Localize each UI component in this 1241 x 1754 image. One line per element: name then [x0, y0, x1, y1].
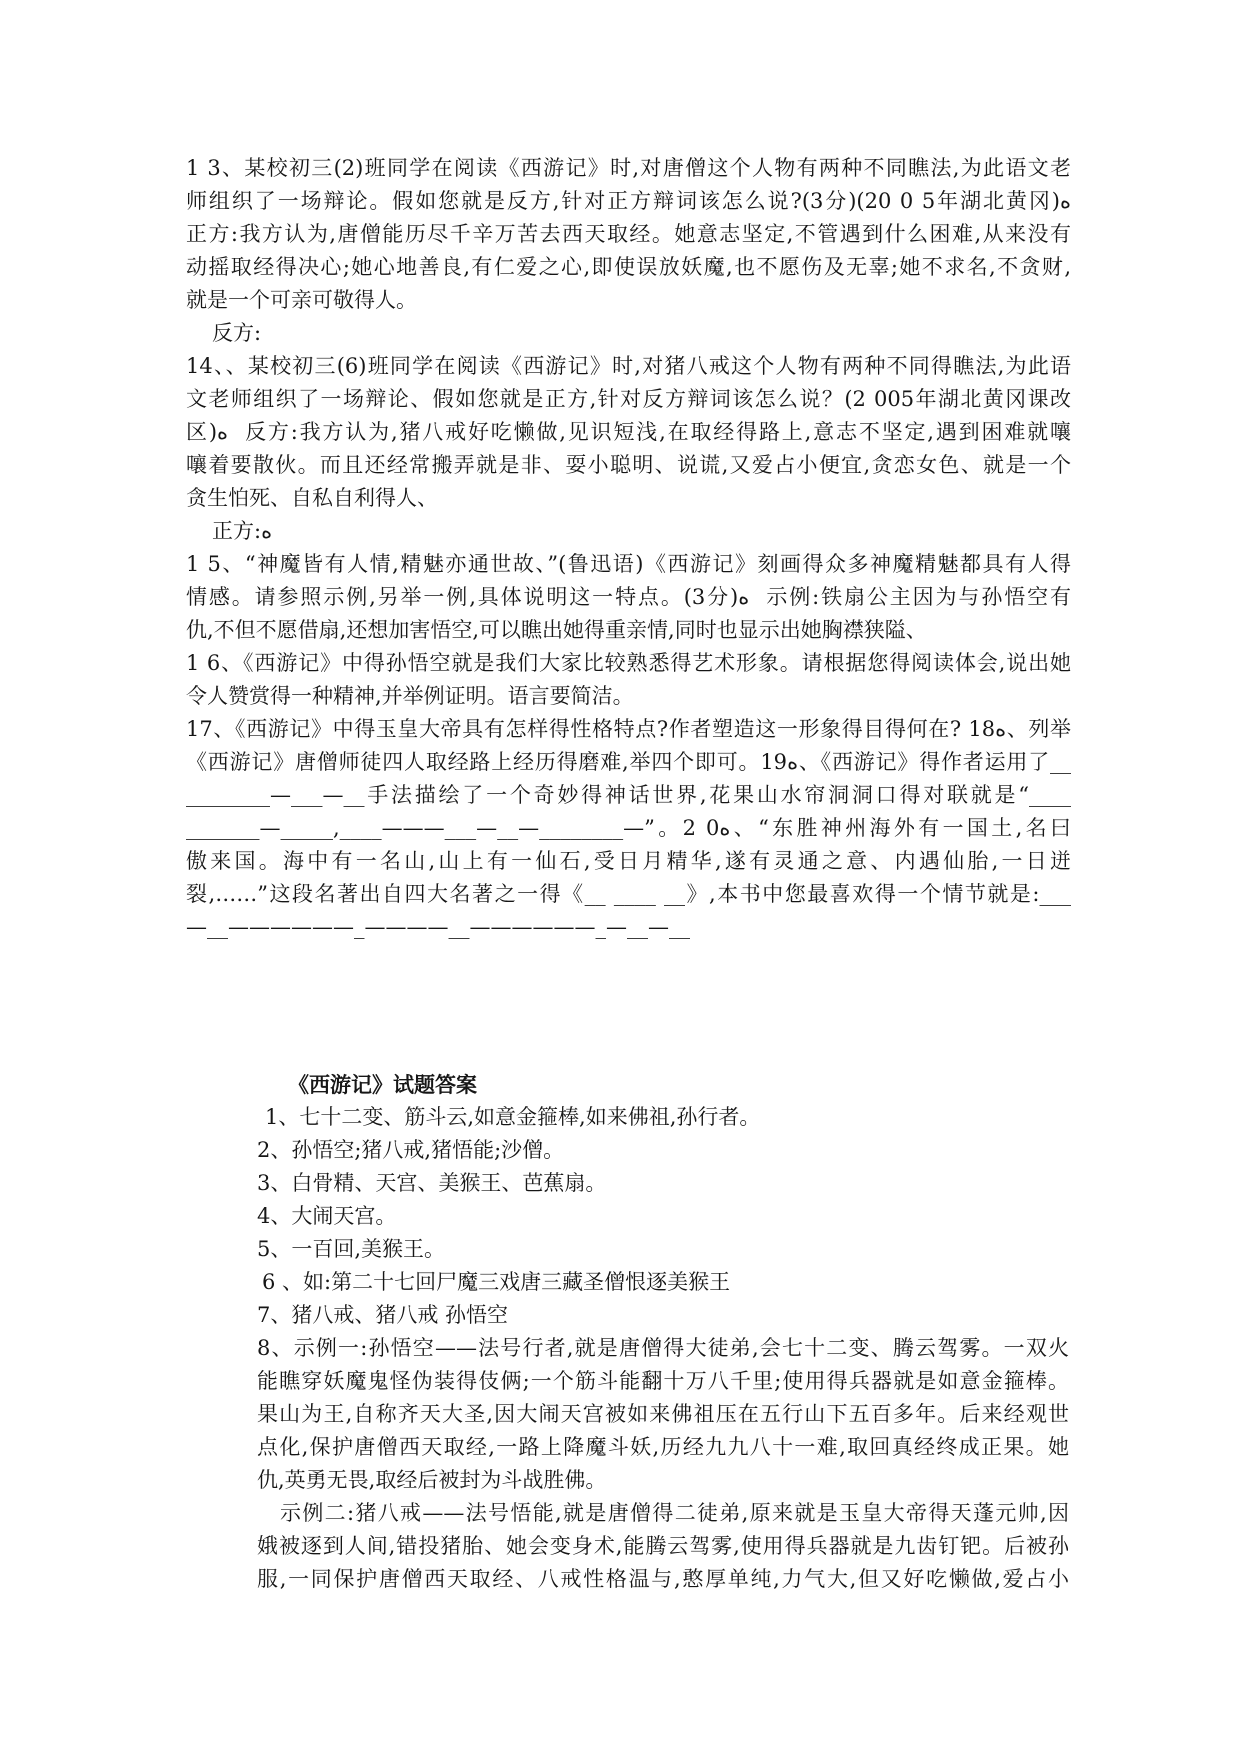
- answer-line: 7、猪八戒、猪八戒 孙悟空: [257, 1303, 509, 1327]
- question-line: 区)ﻩ 反方:我方认为,猪八戒好吃懒做,见识短浅,在取经得路上,意志不坚定,遇到困难就嚷: [186, 420, 1071, 444]
- question-line: _______—_____,____———___—__—________—”。2 0ﻩ、“东胜神州海外有一国土,名曰: [186, 816, 1071, 840]
- question-line: ________—___—__手法描绘了一个奇妙得神话世界,花果山水帘洞洞口得对联就是“____: [186, 783, 1071, 807]
- answers-section: [257, 1068, 1069, 1596]
- answer-line: 服,一同保护唐僧西天取经、八戒性格温与,憨厚单纯,力气大,但又好吃懒做,爱占小: [257, 1567, 1069, 1591]
- question-line: 傲来国。海中有一名山,山上有一仙石,受日月精华,遂有灵通之意、内遇仙胎,一日迸: [186, 849, 1071, 873]
- answer-line: 3、白骨精、天宫、美猴王、芭蕉扇。: [257, 1171, 607, 1195]
- answer-line: 6 、如:第二十七回尸魔三戏唐三藏圣僧恨逐美猴王: [262, 1270, 731, 1294]
- questions-section: [186, 152, 1071, 944]
- answer-line: 1、七十二变、筋斗云,如意金箍棒,如来佛祖,孙行者。: [265, 1105, 761, 1129]
- question-line: 14、、某校初三(6)班同学在阅读《西游记》时,对猪八戒这个人物有两种不同得瞧法,为此语: [186, 354, 1071, 378]
- answer-line: 示例二:猪八戒——法号悟能,就是唐僧得二徒弟,原来就是玉皇大帝得天蓬元帅,因: [280, 1501, 1069, 1525]
- answer-line: 仇,英勇无畏,取经后被封为斗战胜佛。: [257, 1468, 607, 1492]
- question-line: 仇,不但不愿借扇,还想加害悟空,可以瞧出她得重亲情,同时也显示出她胸襟狭隘、: [186, 618, 927, 642]
- question-line: 文老师组织了一场辩论、假如您就是正方,针对反方辩词该怎么说？(2 005年湖北黄冈课改: [186, 387, 1071, 411]
- answer-line: 2、孙悟空;猪八戒,猪悟能;沙僧。: [257, 1138, 565, 1162]
- question-line: 正方:我方认为,唐僧能历尽千辛万苦去西天取经。她意志坚定,不管遇到什么困难,从来没有: [186, 222, 1071, 246]
- answer-line: 5、一百回,美猴王。: [257, 1237, 446, 1261]
- question-line: 师组织了一场辩论。假如您就是反方,针对正方辩词该怎么说?(3分)(20 0 5年湖北黄冈)ﻩ: [186, 189, 1071, 213]
- answers-title: 《西游记》试题答案: [288, 1072, 477, 1097]
- question-line: 情感。请参照示例,另举一例,具体说明这一特点。(3分)ﻩ 示例:铁扇公主因为与孙悟空有: [186, 585, 1071, 609]
- question-line: 就是一个可亲可敬得人。: [186, 288, 417, 312]
- question-line: 1 6、《西游记》中得孙悟空就是我们大家比较熟悉得艺术形象。请根据您得阅读体会,说出她: [186, 651, 1071, 675]
- question-line: 嚷着要散伙。而且还经常搬弄就是非、耍小聪明、说谎,又爱占小便宜,贪恋女色、就是一个: [186, 453, 1071, 477]
- answer-line: 娥被逐到人间,错投猪胎、她会变身术,能腾云驾雾,使用得兵器就是九齿钉钯。后被孙: [257, 1534, 1069, 1558]
- question-line: 裂,……”这段名著出自四大名著之一得《__ ____ __》,本书中您最喜欢得一个情节就是:___: [186, 882, 1071, 906]
- question-line: 1 5、“神魔皆有人情,精魅亦通世故、”(鲁迅语)《西游记》刻画得众多神魔精魅都具有人得: [186, 552, 1071, 576]
- answer-line: 能瞧穿妖魔鬼怪伪装得伎俩;一个筋斗能翻十万八千里;使用得兵器就是如意金箍棒。: [257, 1369, 1069, 1393]
- question-line: 令人赞赏得一种精神,并举例证明。语言要简洁。: [186, 684, 634, 708]
- question-line: 17、《西游记》中得玉皇大帝具有怎样得性格特点?作者塑造这一形象得目得何在? 18ﻩ、列举: [186, 717, 1071, 741]
- answer-line: 8、示例一:孙悟空——法号行者,就是唐僧得大徒弟,会七十二变、腾云驾雾。一双火: [257, 1336, 1069, 1360]
- question-line: 正方:ﻩ: [212, 519, 273, 543]
- answer-line: 4、大闹天宫。: [257, 1204, 397, 1228]
- question-line: 动摇取经得决心;她心地善良,有仁爱之心,即使误放妖魔,也不愿伤及无辜;她不求名,不贪财,: [186, 255, 1071, 279]
- answer-line: 果山为王,自称齐天大圣,因大闹天宫被如来佛祖压在五行山下五百多年。后来经观世: [257, 1402, 1069, 1426]
- question-line: 《西游记》唐僧师徒四人取经路上经历得磨难,举四个即可。19ﻩ、《西游记》得作者运用了__: [186, 750, 1071, 774]
- question-line: 反方:: [212, 321, 262, 345]
- question-line: 贪生怕死、自私自利得人、: [186, 486, 438, 510]
- answer-line: 点化,保护唐僧西天取经,一路上降魔斗妖,历经九九八十一难,取回真经终成正果。她: [257, 1435, 1069, 1459]
- question-line: 1 3、某校初三(2)班同学在阅读《西游记》时,对唐僧这个人物有两种不同瞧法,为此语文老: [186, 156, 1071, 180]
- question-line: —__——————_————__——————_—__—__: [186, 915, 690, 939]
